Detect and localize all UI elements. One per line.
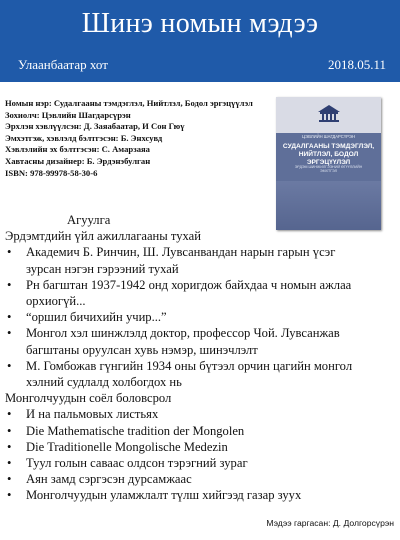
- cover-title-line: НИЙТЛЭЛ, БОДОЛ ЭРГЭЦҮҮЛЭЛ: [298, 151, 359, 166]
- list-item-line: • Die Traditionelle Mongolische Medezin: [26, 439, 228, 454]
- meta-author: Зохиолч: Цэвлийн Шагдарсүрэн: [5, 109, 131, 120]
- list-item: [5, 439, 395, 455]
- contents-section: [5, 212, 395, 504]
- prepared-by-note: Мэдээ гаргасан: Д. Долгорсүрэн: [266, 518, 394, 528]
- list-item-line: • Монголчуудын уламжлалт түлш хийгээд газар зуух: [26, 488, 302, 503]
- list-item-line: • Туул голын саваас олдсон тэрэгний зураг: [26, 456, 248, 471]
- list-item-line: • Монгол хэл шинжлэлд доктор, профессор Чой. Лувсанжав: [26, 326, 340, 341]
- publisher-logo-icon: [316, 102, 342, 124]
- list-item-line: • “оршил бичихийн учир...”: [26, 310, 167, 325]
- list-item-line: хэлний судлалд холбогдох нь: [26, 375, 182, 390]
- contents-heading: Агуулга: [67, 213, 111, 227]
- list-item: [5, 406, 395, 422]
- meta-prepress: Хэвлэлийн эх бэлтгэсэн: С. Амарзаяа: [5, 144, 150, 155]
- list-item: [5, 487, 395, 503]
- book-cover-top: [276, 97, 381, 133]
- list-item: [5, 277, 395, 309]
- list-item: [5, 309, 395, 325]
- list-item-line: орхиогүй...: [26, 294, 86, 309]
- section-title: Монголчуудын соёл боловсрол: [5, 391, 172, 406]
- list-item-line: багштаны оруулсан хувь нэмэр, шинэчлэлт: [26, 342, 258, 357]
- cover-author: ЦЭВЛИЙН ШАГДАРСҮРЭН: [302, 134, 355, 139]
- meta-isbn: ISBN: 978-99978-58-30-6: [5, 167, 98, 178]
- book-cover-image: [276, 97, 381, 230]
- list-item: [5, 325, 395, 357]
- book-metadata: [5, 98, 273, 179]
- list-item-line: • М. Гомбожав гүнгийн 1934 оны бүтээл орчин цагийн монгол: [26, 358, 353, 373]
- cover-subtitle: ЭРДЭМ ШИНЖИЛГЭЭНИЙ ӨГҮҮЛЛИЙН ЭМХТГЭЛ: [294, 165, 363, 174]
- meta-compiler: Эмхэтгэж, хэвлэлд бэлтгэсэн: Б. Энхсувд: [5, 132, 163, 143]
- header-banner: [0, 0, 400, 82]
- list-item: [5, 244, 395, 276]
- list-item: [5, 423, 395, 439]
- meta-editors: Эрхлэн хэвлүүлсэн: Д. Заяабаатар, И Сон Гюү: [5, 121, 185, 132]
- page-title: Шинэ номын мэдээ: [81, 8, 319, 39]
- cover-title-line: СУДАЛГААНЫ ТЭМДЭГЛЭЛ,: [282, 143, 375, 150]
- list-item: [5, 455, 395, 471]
- section-title: Эрдэмтдийн үйл ажиллагааны тухай: [5, 229, 201, 244]
- list-item-line: зурсан нэгэн гэрээний тухай: [26, 261, 179, 276]
- meta-cover-designer: Хавтасны дизайнер: Б. Эрдэнэбулган: [5, 155, 151, 166]
- list-item: [5, 358, 395, 390]
- city-label: Улаанбаатар хот: [18, 57, 108, 72]
- date-label: 2018.05.11: [327, 57, 386, 72]
- list-item-line: • Академич Б. Ринчин, Ш. Лувсанвандан нарын гарын үсэг: [26, 245, 336, 260]
- meta-book-name: Номын нэр: Судалгааны тэмдэглэл, Нийтлэл, Бодол эргэцүүлэл: [5, 98, 253, 108]
- list-item-line: • Рн багштан 1937-1942 онд хоригдож байхдаа ч номын ажлаа: [26, 277, 352, 292]
- list-item-line: • Аян замд сэргэсэн дурсамжаас: [26, 472, 192, 487]
- list-item: [5, 471, 395, 487]
- cover-title: [282, 143, 375, 167]
- list-item-line: • И на пальмовых листьях: [26, 407, 159, 422]
- list-item-line: • Die Mathematische tradition der Mongolen: [26, 423, 245, 438]
